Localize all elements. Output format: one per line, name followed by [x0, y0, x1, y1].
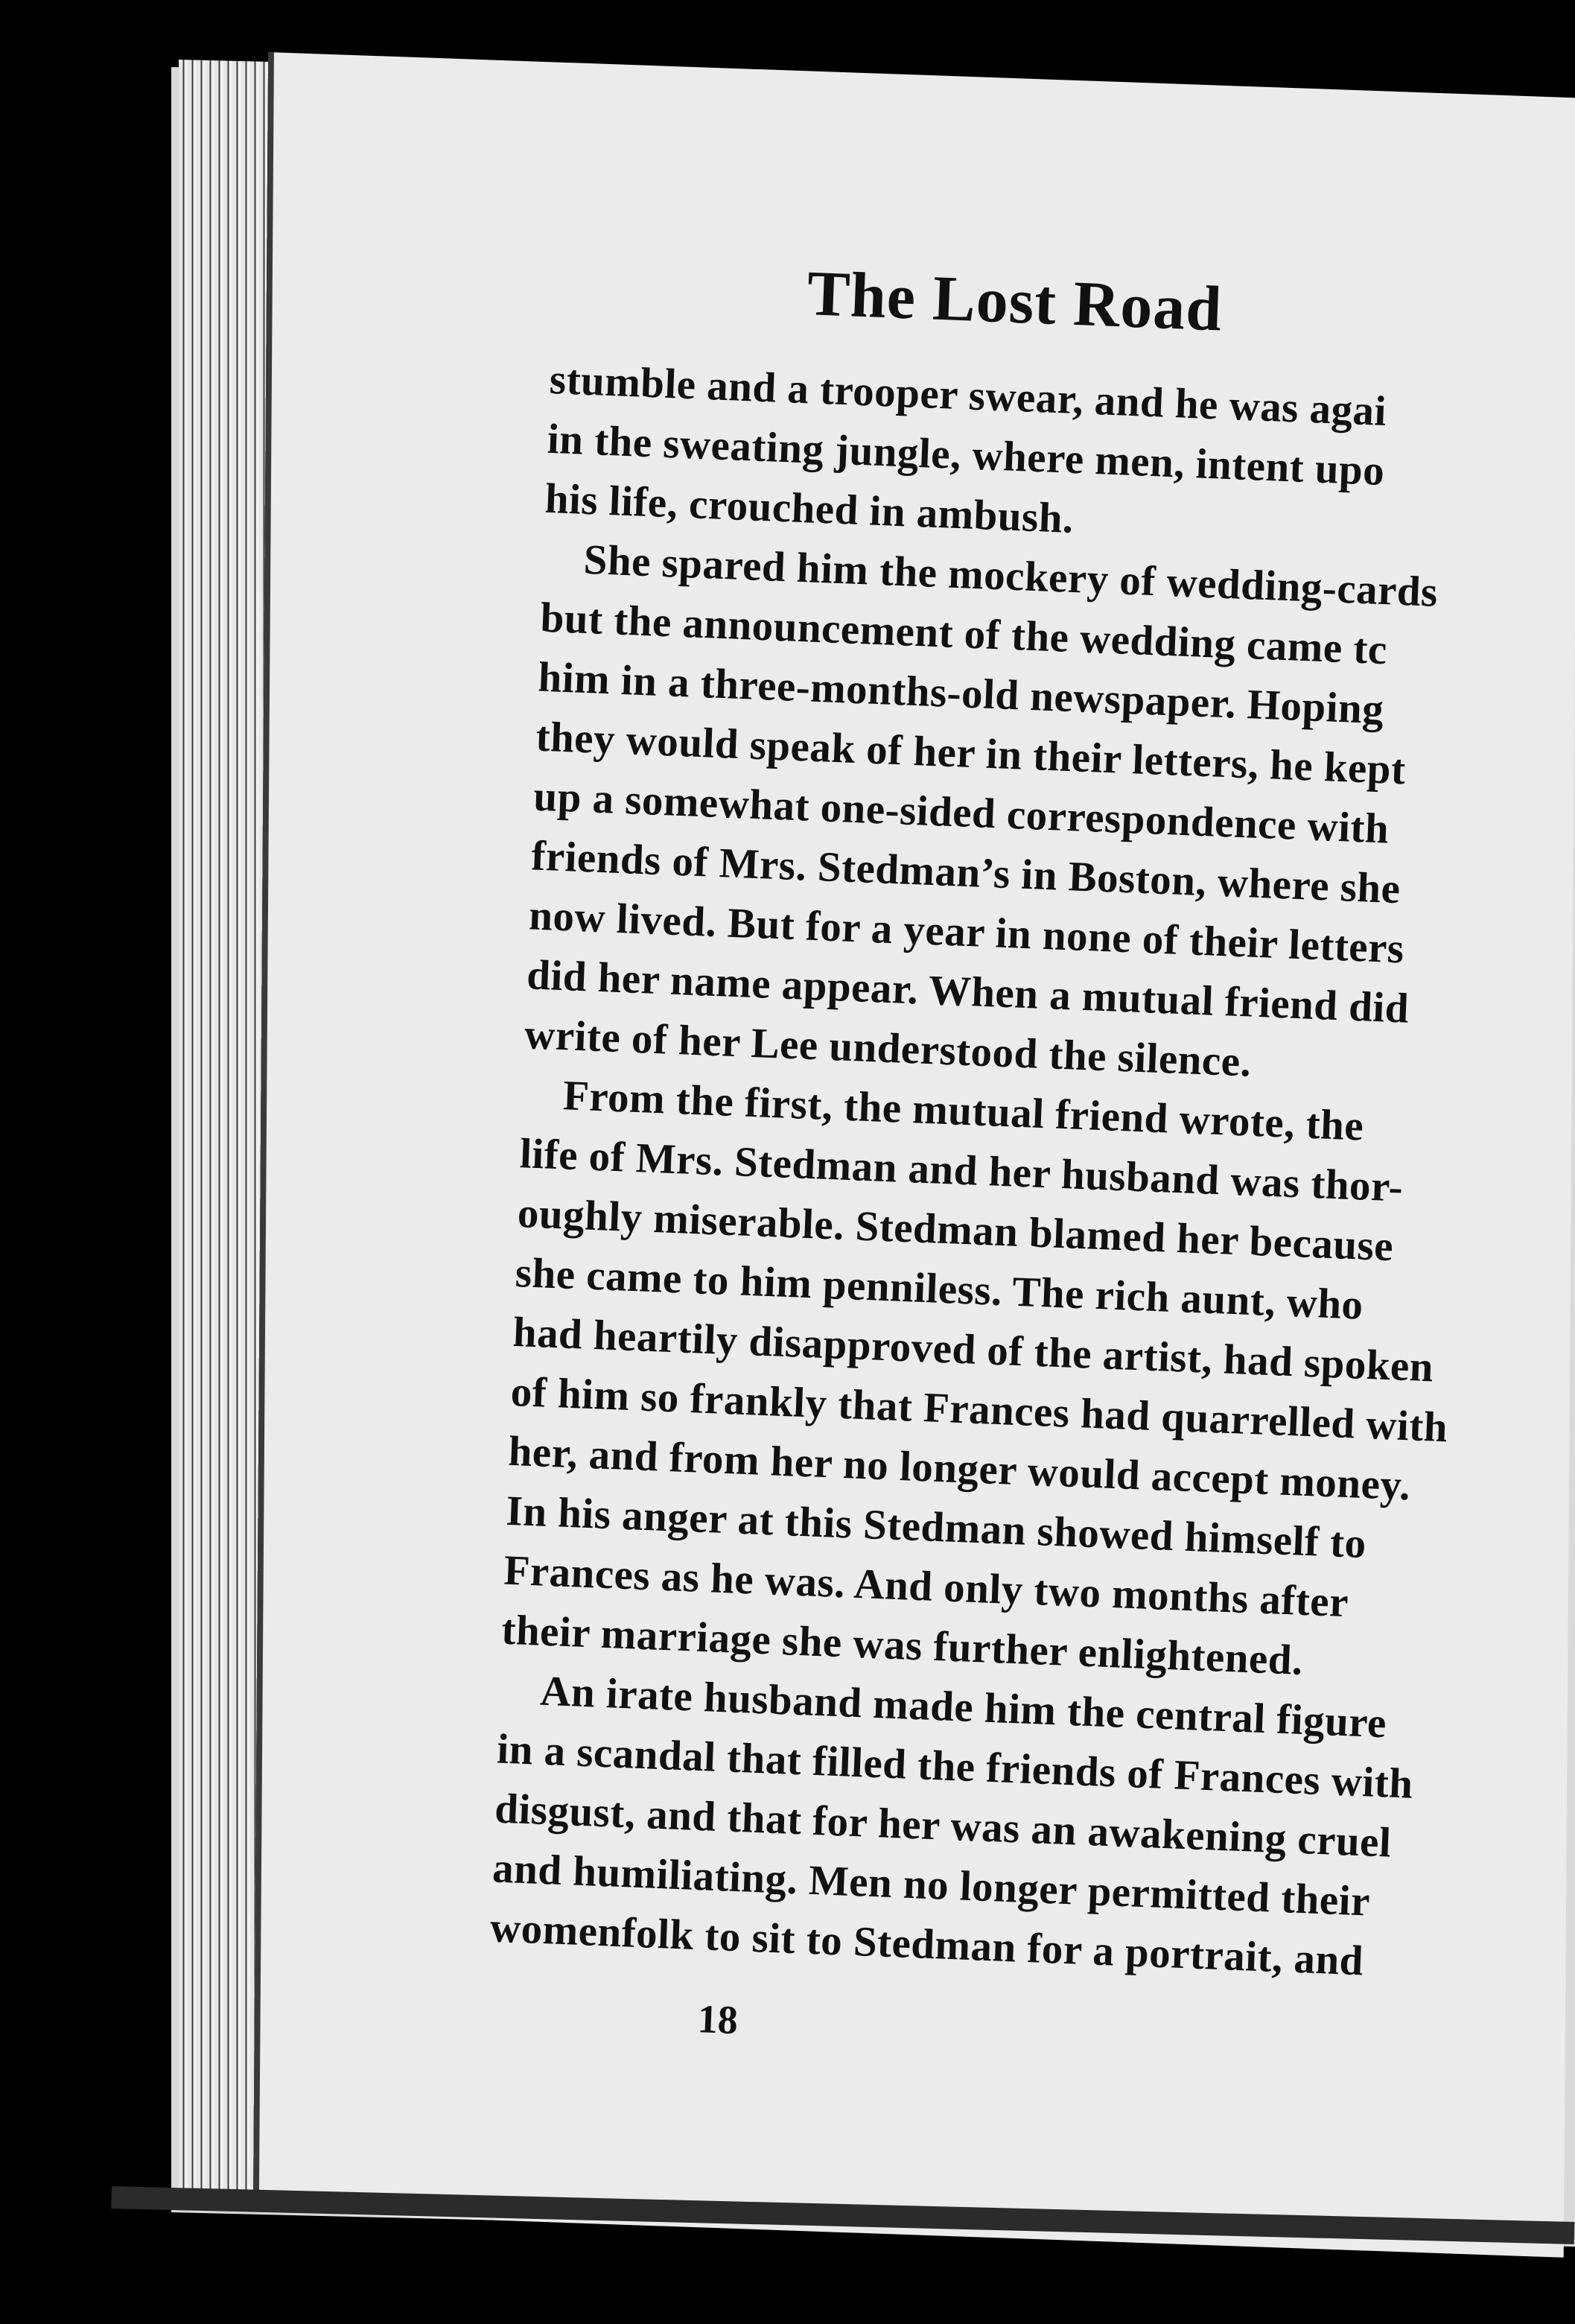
text-line: they would speak of her in their letters, he kept	[535, 713, 1407, 794]
text-line: her, and from her no longer would accept money.	[507, 1427, 1412, 1510]
text-line: in the sweating jungle, where men, intent upo	[546, 415, 1386, 495]
body-text	[489, 350, 1575, 1998]
text-line: now lived. But for a year in none of their letters	[528, 892, 1405, 973]
page-number: 18	[696, 1996, 739, 2043]
page-text-block	[486, 246, 1575, 2074]
text-line: In his anger at this Stedman showed himself to	[505, 1487, 1367, 1568]
text-line: Frances as he was. And only two months after	[503, 1546, 1350, 1627]
text-line: she came to him penniless. The rich aunt, who	[514, 1249, 1364, 1329]
text-line: oughly miserable. Stedman blamed her because	[516, 1190, 1395, 1271]
text-line: up a somewhat one-sided correspondence with	[532, 772, 1390, 853]
text-line: and humiliating. Men no longer permitted their	[491, 1844, 1372, 1925]
text-line: did her name appear. When a mutual friend did	[526, 951, 1410, 1032]
text-line: write of her Lee understood the silence.	[524, 1011, 1253, 1086]
text-line: had heartily disapproved of the artist, had spoken	[512, 1308, 1435, 1391]
text-line: She spared him the mockery of wedding-cards	[582, 536, 1439, 616]
text-line: An irate husband made him the central figure	[539, 1667, 1388, 1747]
text-line: him in a three-months-old newspaper. Hoping	[537, 653, 1385, 734]
text-line: but the announcement of the wedding came tc	[539, 594, 1388, 674]
text-line: stumble and a trooper swear, and he was agai	[548, 355, 1388, 436]
text-line: their marriage she was further enlightened.	[500, 1606, 1304, 1684]
text-line: his life, crouched in ambush.	[544, 474, 1075, 542]
text-line: friends of Mrs. Stedman’s in Boston, where she	[530, 832, 1401, 913]
text-line: in a scandal that filled the friends of Frances with	[496, 1725, 1414, 1808]
text-line: life of Mrs. Stedman and her husband was thor-	[518, 1130, 1404, 1211]
text-line: From the first, the mutual friend wrote, the	[562, 1072, 1365, 1150]
text-line: disgust, and that for her was an awakening cruel	[494, 1785, 1393, 1867]
text-line: womenfolk to sit to Stedman for a portrait, and	[489, 1904, 1365, 1985]
text-line: of him so frankly that Frances had quarrelled with	[509, 1368, 1449, 1452]
running-head: The Lost Road	[806, 257, 1224, 345]
